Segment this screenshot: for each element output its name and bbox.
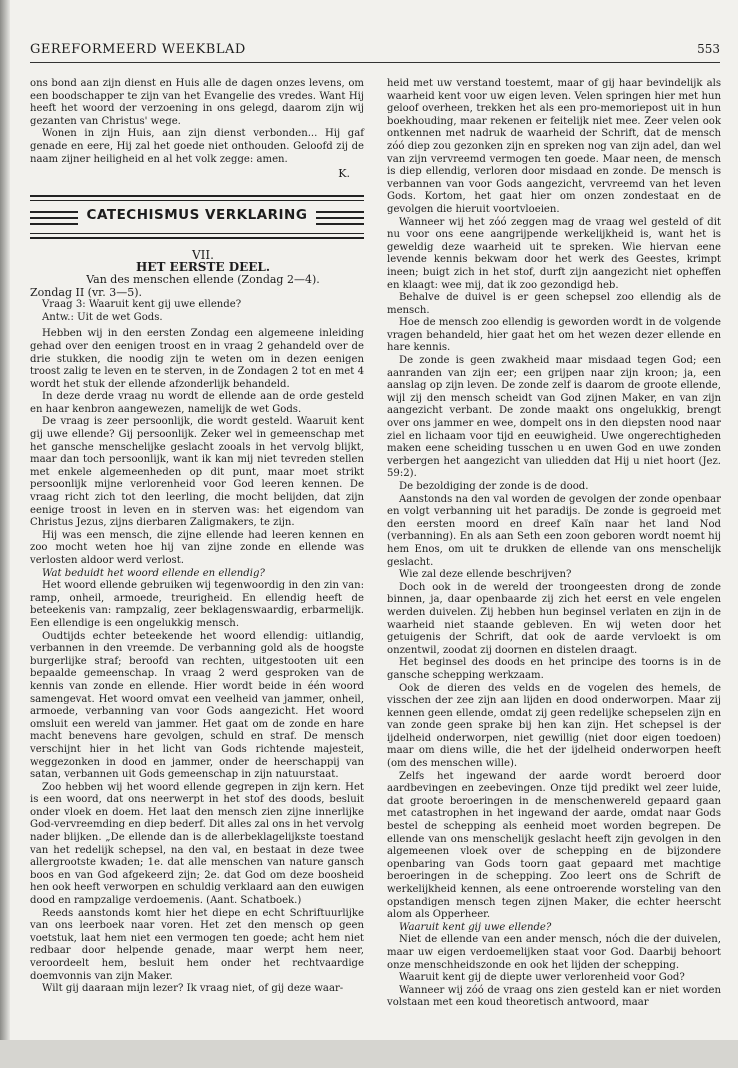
body-paragraph: Hoe de mensch zoo ellendig is geworden wordt in de volgende vragen behandeld, hier gaat het om het wezen dezer ellende en hare kennis. xyxy=(387,317,721,354)
body-paragraph: In deze derde vraag nu wordt de ellende aan de orde gesteld en haar kenbron aangewezen, namelijk de wet Gods. xyxy=(30,391,364,415)
divider xyxy=(30,195,364,197)
body-paragraph: Wie zal deze ellende beschrijven? xyxy=(399,569,572,581)
sunday-heading: Zondag II (vr. 3—5). xyxy=(30,285,143,299)
intro-paragraph: Wonen in zijn Huis, aan zijn dienst verbonden... Hij gaf genade en eere, Hij zal het goede niet onthouden. Geloofd zij de naam zijner heiligheid en al het volk zegge: amen. xyxy=(30,128,364,165)
body-paragraph: Het beginsel des doods en het principe des toorns is in de gansche schepping werkzaam. xyxy=(387,657,721,681)
body-paragraph: Hij was een mensch, die zijne ellende had leeren kennen en zoo mocht weten hoe hij van zijne zonde en ellende was verlosten aldoor werd verlost. xyxy=(30,529,364,566)
chapter-number: VII. xyxy=(192,247,214,262)
page-number: 553 xyxy=(697,42,720,56)
body-paragraph: Wanneer wij het zóó zeggen mag de vraag wel gesteld of dit nu voor ons eene aangrijpende werkelijkheid is, want het is geweldig deze waarheid uit te spreken. Wie hiervan eene levende kennis bekwam door het werk des Geestes, krimpt ineen; buigt zich in het stof, durft zijn aangezicht niet opheffen en klaagt: wee mij, dat ik zoo gezondigd heb. xyxy=(387,216,721,291)
page-header xyxy=(30,40,720,63)
right-column xyxy=(387,78,721,1010)
body-paragraph: Oudtijds echter beteekende het woord ellendig: uitlandig, verbannen in den vreemde. De verbanning gold als de hoogste burgerlijke straf; beroofd van rechten, uitgestooten uit een bepaalde gemeenschap. In vraag 2 werd gesproken van de kennis van zonde en ellende. Hier wordt beide in één woord samengevat. Het woord omvat een veelheid van jammer, onheil, armoede, verbanning van voor Gods aangezicht. Het woord omsluit een wereld van jammer. Het gaat om de zonde en hare macht benevens hare gevolgen, schuld en straf. De mensch verschijnt hier in het licht van Gods richtende majesteit, weggezonken in dood en jammer, onder de heerschappij van satan, verbannen uit Gods gemeenschap in zijn natuurstaat. xyxy=(30,630,364,781)
page-bottom-edge xyxy=(0,1040,738,1068)
body-paragraph: Zoo hebben wij het woord ellende gegrepen in zijn kern. Het is een woord, dat ons neerwerpt in het stof des doods, besluit onder vloek en doem. Het laat den mensch zien zijne innerlijke God-vervreemding en diep bederf. Dit alles zal ons in het vervolg nader blijken. „De ellende dan is de allerbeklagelijkste toestand van het redelijk schepsel, na den val, en bestaat in deze twee allergrootste kwaden; 1e. dat alle menschen van nature gansch boos en van God afgekeerd zijn; 2e. dat God om deze boosheid hen ook heeft verworpen en schuldig verklaard aan den euwigen dood en rampzalige verdoemenis. (Aant. Schatboek.) xyxy=(30,781,364,907)
body-paragraph: Niet de ellende van een ander mensch, nóch die der duivelen, maar uw eigen verdoemelijken staat voor God. Daarbij behoort onze menschheidszonde en ook het lijden der schepping. xyxy=(387,934,721,971)
body-paragraph: Aanstonds na den val worden de gevolgen der zonde openbaar en volgt verbanning uit het paradijs. De zonde is gegroeid met den eersten moord en dreef Kaïn naar het land Nod (verbanning). En als aan Seth een zoon geboren wordt noemt hij hem Enos, om uit te drukken de ellende van ons menschelijk geslacht. xyxy=(387,493,721,568)
body-paragraph: Doch ook in de wereld der troongeesten drong de zonde binnen, ja, daar openbaarde zij zich het eerst en vele engelen werden duivelen. Zij hebben hun beginsel verlaten en zijn in de waarheid niet staande gebleven. En wij weten door het getuigenis der Schrift, dat ook de aarde vervloekt is om onzentwil, zoodat zij doornen en distelen draagt. xyxy=(387,581,721,656)
body-paragraph: Wanneer wij zóó de vraag ons zien gesteld kan er niet worden volstaan met een koud theoretisch antwoord, maar xyxy=(387,984,721,1009)
body-paragraph: Wat beduidt het woord ellende en ellendig? xyxy=(42,567,265,579)
body-paragraph: Behalve de duivel is er geen schepsel zoo ellendig als de mensch. xyxy=(387,292,721,316)
ornament-bars xyxy=(316,211,364,229)
body-paragraph: heid met uw verstand toestemt, maar of gij haar bevindelijk als waarheid kent voor uw eigen leven. Velen springen hier met hun geloof overheen, trekken het als een pro-memoriepost uit in hun boekhouding, maar rekenen er feitelijk niet mee. Zeer velen ook ontkennen met nadruk de waarheid der Schrift, dat de mensch zóó diep zou gezonken zijn en spreken nog van zijn adel, dan wel van zijn vervreemd vermogen ten goede. Maar neen, de mensch is diep ellendig, verloren door misdaad en zonde. De mensch is verbannen van voor Gods aangezicht, vervreemd van het leven Gods. Kortom, het gaat hier om onzen zondestaat en de gevolgen die hieruit voortvloeien. xyxy=(387,78,721,215)
author-signature: K. xyxy=(338,167,350,181)
body-paragraph: Waaruit kent gij de diepte uwer verlorenheid voor God? xyxy=(399,972,685,984)
divider xyxy=(30,237,364,239)
body-paragraph: Het woord ellende gebruiken wij tegenwoordig in den zin van: ramp, onheil, armoede, treurigheid. En ellendig heeft de beteekenis van: rampzalig, zeer beklagenswaardig, erbarmelijk. Een ellendige is een ongelukkig mensch. xyxy=(30,580,364,629)
body-paragraph: De vraag is zeer persoonlijk, die wordt gesteld. Waaruit kent gij uwe ellende? Gij persoonlijk. Zeker wel in gemeenschap met het gansche menschelijke geslacht zooals in het vervolg blijkt, maar dan toch persoonlijk, want ik kan mij niet tevreden stellen met enkele algemeenheden op dit punt, maar moet strikt persoonlijk mijne verlorenheid voor God leeren kennen. De vraag richt zich tot den leerling, die mocht belijden, dat zijn eenige troost in leven en in sterven was: het eigendom van Christus Jezus, zijns dierbaren Zaligmakers, te zijn. xyxy=(30,416,364,529)
part-subtitle: Van des menschen ellende (Zondag 2—4). xyxy=(86,272,320,286)
body-paragraph: De bezoldiging der zonde is de dood. xyxy=(399,481,589,492)
divider xyxy=(30,233,364,234)
section-banner xyxy=(30,207,364,229)
body-paragraph: Zelfs het ingewand der aarde wordt beroerd door aardbevingen en zeebevingen. Onze tijd predikt wel zeer luide, dat groote beroeringen in de menschenwereld gepaard gaan met catastrophen in het ingewand der aarde, omdat naar Gods bestel de schepping als eenheid moet worden begrepen. De ellende van ons menschelijk geslacht heeft zijn gevolgen in den algemeenen vloek over de schepping en de bijzondere openbaring van Gods toorn gaat gepaard met machtige beroeringen in de schepping. Zoo leert ons de Schrift de werkelijkheid kennen, als eene ontroerende worsteling van den opstandigen mensch tegen zijnen Maker, die echter heerscht alom als Opperheer. xyxy=(387,770,721,921)
body-paragraph: Wilt gij daaraan mijn lezer? Ik vraag niet, of gij deze waar- xyxy=(42,983,344,995)
body-paragraph: Hebben wij in den eersten Zondag een algemeene inleiding gehad over den eenigen troost en in vraag 2 gehandeld over de drie stukken, die noodig zijn te weten om in dezen eenigen troost zalig te leven en te sterven, in de Zondagen 2 tot en met 4 wordt het stuk der ellende afzonderlijk behandeld. xyxy=(30,328,364,390)
body-paragraph: Reeds aanstonds komt hier het diepe en echt Schriftuurlijke van ons leerboek naar voren. Het zet den mensch op geen voetstuk, laat hem niet een vermogen ten goede; acht hem niet redbaar door helpende genade, maar werpt hem neer, veroordeelt hem, besluit hem onder het rechtvaardige doemvonnis van zijn Maker. xyxy=(30,907,364,982)
binding-shadow xyxy=(0,0,10,1068)
part-title: HET EERSTE DEEL. xyxy=(135,260,271,275)
body-paragraph: Waaruit kent gij uwe ellende? xyxy=(399,921,552,933)
section-header xyxy=(30,195,364,239)
body-paragraph: De zonde is geen zwakheid maar misdaad tegen God; een aanranden van zijn eer; een grijpen naar zijn kroon; ja, een aanslag op zijn leven. De zonde zelf is daarom de groote ellende, wijl zij den mensch scheidt van God zijnen Maker, en van zijn aangezicht verbant. De zonde maakt ons ongelukkig, brengt over ons jammer en wee, dompelt ons in den diepsten nood naar ziel en lichaam voor tijd en eeuwigheid. Uwe ongerechtigheden maken eene scheiding tusschen u en uwen God en uwe zonden verbergen het aangezicht van uliedden dat Hij u niet hoort (Jez. 59:2). xyxy=(387,355,721,480)
publication-title: GEREFORMEERD WEEKBLAD xyxy=(30,42,246,57)
section-title: CATECHISMUS VERKLARING xyxy=(86,206,308,223)
divider xyxy=(30,200,364,201)
body-paragraph: Ook de dieren des velds en de vogelen des hemels, de visschen der zee zijn aan lijden en dood onderworpen. Maar zij kennen geen ellende, omdat zij geen redelijke schepselen zijn en van zonde geen sprake bij hen kan zijn. Het schepsel is der ijdelheid onderworpen, niet gewillig (niet door eigen toedoen) maar om diens wille, die het der ijdelheid onderworpen heeft (om des menschen wille). xyxy=(387,682,721,770)
left-column xyxy=(30,78,364,996)
intro-paragraph: ons bond aan zijn dienst en Huis alle de dagen onzes levens, om een boodschapper te zijn van het Evangelie des vredes. Want Hij heeft het woord der verzoening in ons gelegd, daarom zijn wij gezanten van Christus' wege. xyxy=(30,78,364,127)
answer: Antw.: Uit de wet Gods. xyxy=(42,311,163,323)
question: Vraag 3: Waaruit kent gij uwe ellende? xyxy=(42,299,242,311)
